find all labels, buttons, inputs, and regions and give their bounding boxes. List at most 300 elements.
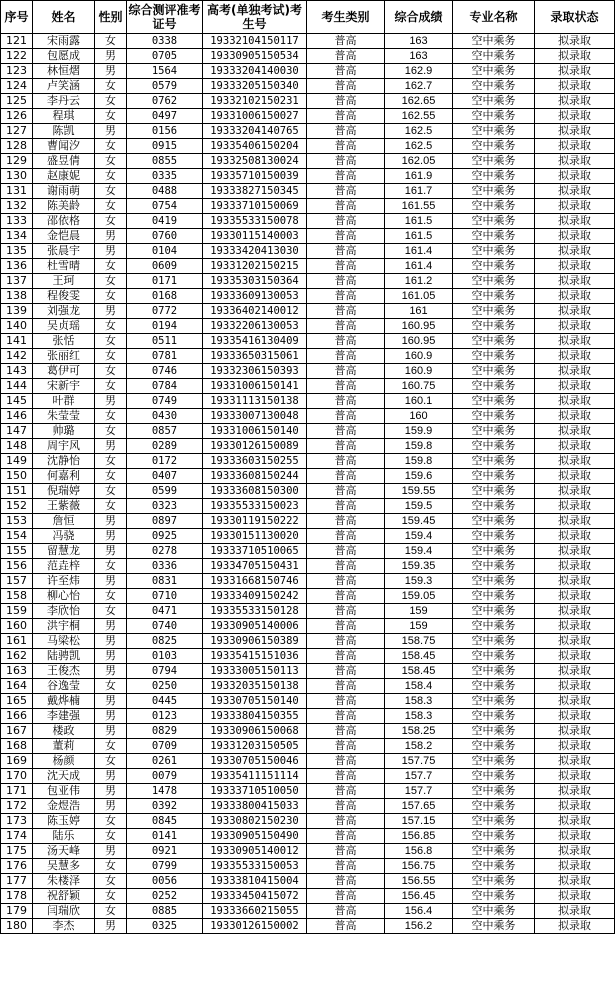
cell-eval-ticket: 0740 [127, 619, 203, 634]
table-row [1, 289, 615, 304]
cell-score: 157.7 [385, 769, 453, 784]
cell-status: 拟录取 [535, 544, 615, 559]
cell-index: 166 [1, 709, 33, 724]
table-row [1, 199, 615, 214]
cell-exam-id: 19332206130053 [203, 319, 307, 334]
cell-major: 空中乘务 [453, 874, 535, 889]
cell-major: 空中乘务 [453, 139, 535, 154]
cell-category: 普高 [307, 499, 385, 514]
cell-exam-id: 19333710150069 [203, 199, 307, 214]
cell-gender: 男 [95, 244, 127, 259]
cell-major: 空中乘务 [453, 124, 535, 139]
cell-gender: 男 [95, 784, 127, 799]
cell-category: 普高 [307, 754, 385, 769]
cell-major: 空中乘务 [453, 49, 535, 64]
table-row [1, 379, 615, 394]
cell-category: 普高 [307, 364, 385, 379]
cell-name: 宋新宇 [33, 379, 95, 394]
cell-score: 160.75 [385, 379, 453, 394]
table-row [1, 679, 615, 694]
cell-score: 159.55 [385, 484, 453, 499]
cell-exam-id: 19331006150027 [203, 109, 307, 124]
cell-score: 159.8 [385, 439, 453, 454]
table-row [1, 904, 615, 919]
cell-major: 空中乘务 [453, 754, 535, 769]
cell-score: 156.4 [385, 904, 453, 919]
cell-exam-id: 19333608150300 [203, 484, 307, 499]
cell-index: 169 [1, 754, 33, 769]
cell-category: 普高 [307, 394, 385, 409]
cell-status: 拟录取 [535, 889, 615, 904]
cell-score: 159.8 [385, 454, 453, 469]
table-row [1, 259, 615, 274]
cell-category: 普高 [307, 379, 385, 394]
cell-exam-id: 19331113150138 [203, 394, 307, 409]
header-row [1, 1, 615, 34]
cell-name: 闫瑞欣 [33, 904, 95, 919]
cell-major: 空中乘务 [453, 829, 535, 844]
cell-name: 谷逸莹 [33, 679, 95, 694]
cell-status: 拟录取 [535, 784, 615, 799]
table-row [1, 739, 615, 754]
cell-eval-ticket: 0252 [127, 889, 203, 904]
cell-index: 139 [1, 304, 33, 319]
cell-exam-id: 19334705150431 [203, 559, 307, 574]
cell-index: 163 [1, 664, 33, 679]
cell-gender: 男 [95, 769, 127, 784]
cell-category: 普高 [307, 514, 385, 529]
cell-index: 151 [1, 484, 33, 499]
cell-index: 123 [1, 64, 33, 79]
cell-gender: 男 [95, 49, 127, 64]
cell-status: 拟录取 [535, 739, 615, 754]
cell-index: 131 [1, 184, 33, 199]
cell-score: 163 [385, 49, 453, 64]
cell-category: 普高 [307, 259, 385, 274]
cell-major: 空中乘务 [453, 484, 535, 499]
cell-eval-ticket: 0772 [127, 304, 203, 319]
cell-eval-ticket: 0104 [127, 244, 203, 259]
cell-index: 170 [1, 769, 33, 784]
cell-major: 空中乘务 [453, 259, 535, 274]
cell-major: 空中乘务 [453, 64, 535, 79]
cell-name: 洪宇桐 [33, 619, 95, 634]
cell-status: 拟录取 [535, 664, 615, 679]
cell-status: 拟录取 [535, 439, 615, 454]
cell-gender: 女 [95, 169, 127, 184]
cell-name: 周宇风 [33, 439, 95, 454]
cell-status: 拟录取 [535, 349, 615, 364]
cell-index: 158 [1, 589, 33, 604]
cell-index: 148 [1, 439, 33, 454]
cell-name: 柳心怡 [33, 589, 95, 604]
cell-gender: 女 [95, 334, 127, 349]
cell-status: 拟录取 [535, 589, 615, 604]
cell-category: 普高 [307, 649, 385, 664]
cell-gender: 女 [95, 484, 127, 499]
cell-gender: 女 [95, 94, 127, 109]
cell-gender: 女 [95, 154, 127, 169]
cell-exam-id: 19331203150505 [203, 739, 307, 754]
cell-name: 李建强 [33, 709, 95, 724]
cell-status: 拟录取 [535, 754, 615, 769]
cell-eval-ticket: 0335 [127, 169, 203, 184]
cell-major: 空中乘务 [453, 409, 535, 424]
cell-score: 161 [385, 304, 453, 319]
cell-exam-id: 19331668150746 [203, 574, 307, 589]
cell-category: 普高 [307, 829, 385, 844]
cell-status: 拟录取 [535, 499, 615, 514]
cell-index: 178 [1, 889, 33, 904]
cell-eval-ticket: 0579 [127, 79, 203, 94]
cell-category: 普高 [307, 589, 385, 604]
cell-exam-id: 19333660215055 [203, 904, 307, 919]
table-row [1, 634, 615, 649]
cell-gender: 男 [95, 634, 127, 649]
cell-gender: 男 [95, 304, 127, 319]
cell-status: 拟录取 [535, 289, 615, 304]
cell-gender: 女 [95, 79, 127, 94]
cell-status: 拟录取 [535, 634, 615, 649]
cell-status: 拟录取 [535, 364, 615, 379]
cell-exam-id: 19333810415004 [203, 874, 307, 889]
cell-name: 朱莹莹 [33, 409, 95, 424]
cell-gender: 男 [95, 664, 127, 679]
cell-major: 空中乘务 [453, 439, 535, 454]
cell-name: 留慧龙 [33, 544, 95, 559]
cell-status: 拟录取 [535, 904, 615, 919]
cell-status: 拟录取 [535, 454, 615, 469]
table-row [1, 499, 615, 514]
cell-eval-ticket: 0471 [127, 604, 203, 619]
table-row [1, 244, 615, 259]
cell-eval-ticket: 0885 [127, 904, 203, 919]
cell-eval-ticket: 0445 [127, 694, 203, 709]
cell-exam-id: 19333409150242 [203, 589, 307, 604]
table-row [1, 754, 615, 769]
cell-gender: 男 [95, 124, 127, 139]
cell-index: 157 [1, 574, 33, 589]
cell-major: 空中乘务 [453, 154, 535, 169]
cell-eval-ticket: 0609 [127, 259, 203, 274]
cell-status: 拟录取 [535, 559, 615, 574]
cell-major: 空中乘务 [453, 199, 535, 214]
cell-gender: 男 [95, 724, 127, 739]
cell-index: 136 [1, 259, 33, 274]
cell-score: 157.15 [385, 814, 453, 829]
cell-category: 普高 [307, 319, 385, 334]
cell-name: 帅璐 [33, 424, 95, 439]
cell-eval-ticket: 0921 [127, 844, 203, 859]
cell-score: 161.55 [385, 199, 453, 214]
cell-index: 143 [1, 364, 33, 379]
cell-major: 空中乘务 [453, 724, 535, 739]
cell-status: 拟录取 [535, 829, 615, 844]
cell-name: 吴贞瑶 [33, 319, 95, 334]
cell-score: 160.9 [385, 364, 453, 379]
cell-gender: 女 [95, 739, 127, 754]
cell-status: 拟录取 [535, 394, 615, 409]
cell-category: 普高 [307, 199, 385, 214]
cell-score: 158.75 [385, 634, 453, 649]
cell-category: 普高 [307, 484, 385, 499]
cell-exam-id: 19333205150340 [203, 79, 307, 94]
cell-category: 普高 [307, 814, 385, 829]
cell-major: 空中乘务 [453, 274, 535, 289]
cell-name: 金恺晨 [33, 229, 95, 244]
cell-eval-ticket: 0754 [127, 199, 203, 214]
table-row [1, 859, 615, 874]
cell-gender: 男 [95, 544, 127, 559]
cell-eval-ticket: 0857 [127, 424, 203, 439]
table-row [1, 544, 615, 559]
cell-major: 空中乘务 [453, 889, 535, 904]
cell-index: 160 [1, 619, 33, 634]
cell-exam-id: 19335533150078 [203, 214, 307, 229]
cell-index: 125 [1, 94, 33, 109]
cell-category: 普高 [307, 349, 385, 364]
cell-status: 拟录取 [535, 139, 615, 154]
cell-eval-ticket: 0497 [127, 109, 203, 124]
cell-major: 空中乘务 [453, 784, 535, 799]
cell-eval-ticket: 0599 [127, 484, 203, 499]
cell-category: 普高 [307, 604, 385, 619]
cell-exam-id: 19332035150138 [203, 679, 307, 694]
cell-name: 詹恒 [33, 514, 95, 529]
cell-score: 159.5 [385, 499, 453, 514]
cell-name: 戴烨楠 [33, 694, 95, 709]
cell-exam-id: 19330906150389 [203, 634, 307, 649]
cell-gender: 男 [95, 64, 127, 79]
table-row [1, 799, 615, 814]
cell-gender: 女 [95, 829, 127, 844]
cell-score: 158.45 [385, 664, 453, 679]
cell-name: 包愿成 [33, 49, 95, 64]
cell-score: 161.4 [385, 259, 453, 274]
cell-eval-ticket: 0079 [127, 769, 203, 784]
cell-gender: 女 [95, 109, 127, 124]
cell-eval-ticket: 0829 [127, 724, 203, 739]
cell-eval-ticket: 0799 [127, 859, 203, 874]
cell-score: 156.2 [385, 919, 453, 934]
table-row [1, 484, 615, 499]
cell-gender: 女 [95, 289, 127, 304]
cell-name: 林恒熠 [33, 64, 95, 79]
cell-gender: 女 [95, 589, 127, 604]
header-status: 录取状态 [535, 1, 615, 34]
cell-status: 拟录取 [535, 319, 615, 334]
cell-score: 161.5 [385, 214, 453, 229]
table-row [1, 829, 615, 844]
cell-index: 180 [1, 919, 33, 934]
cell-index: 145 [1, 394, 33, 409]
cell-name: 楼政 [33, 724, 95, 739]
cell-gender: 女 [95, 889, 127, 904]
cell-status: 拟录取 [535, 379, 615, 394]
cell-exam-id: 19330705150140 [203, 694, 307, 709]
cell-eval-ticket: 0430 [127, 409, 203, 424]
cell-index: 144 [1, 379, 33, 394]
table-row [1, 184, 615, 199]
table-row [1, 649, 615, 664]
cell-exam-id: 19333420413030 [203, 244, 307, 259]
header-exam-id: 高考(单独考试)考生号 [203, 1, 307, 34]
cell-index: 146 [1, 409, 33, 424]
cell-gender: 女 [95, 319, 127, 334]
cell-major: 空中乘务 [453, 664, 535, 679]
cell-status: 拟录取 [535, 124, 615, 139]
cell-major: 空中乘务 [453, 814, 535, 829]
table-row [1, 94, 615, 109]
cell-major: 空中乘务 [453, 679, 535, 694]
cell-status: 拟录取 [535, 229, 615, 244]
table-row [1, 34, 615, 49]
cell-eval-ticket: 0897 [127, 514, 203, 529]
cell-category: 普高 [307, 214, 385, 229]
cell-major: 空中乘务 [453, 919, 535, 934]
cell-gender: 男 [95, 709, 127, 724]
cell-score: 162.5 [385, 139, 453, 154]
cell-name: 程俊雯 [33, 289, 95, 304]
cell-index: 141 [1, 334, 33, 349]
table-row [1, 589, 615, 604]
table-row [1, 79, 615, 94]
cell-status: 拟录取 [535, 409, 615, 424]
cell-name: 叶群 [33, 394, 95, 409]
cell-eval-ticket: 0784 [127, 379, 203, 394]
cell-eval-ticket: 0336 [127, 559, 203, 574]
cell-name: 沈天成 [33, 769, 95, 784]
cell-status: 拟录取 [535, 424, 615, 439]
cell-status: 拟录取 [535, 844, 615, 859]
cell-exam-id: 19333710510065 [203, 544, 307, 559]
table-row [1, 124, 615, 139]
cell-gender: 女 [95, 424, 127, 439]
cell-category: 普高 [307, 799, 385, 814]
cell-exam-id: 19335416130409 [203, 334, 307, 349]
cell-gender: 女 [95, 349, 127, 364]
cell-index: 128 [1, 139, 33, 154]
table-row [1, 574, 615, 589]
cell-exam-id: 19330126150002 [203, 919, 307, 934]
cell-eval-ticket: 0419 [127, 214, 203, 229]
cell-category: 普高 [307, 409, 385, 424]
table-row [1, 604, 615, 619]
cell-major: 空中乘务 [453, 499, 535, 514]
cell-index: 149 [1, 454, 33, 469]
cell-name: 陈凯 [33, 124, 95, 139]
cell-major: 空中乘务 [453, 244, 535, 259]
cell-name: 陆乐 [33, 829, 95, 844]
cell-gender: 女 [95, 199, 127, 214]
cell-score: 156.75 [385, 859, 453, 874]
cell-name: 祝舒颖 [33, 889, 95, 904]
cell-score: 163 [385, 34, 453, 49]
cell-eval-ticket: 0392 [127, 799, 203, 814]
cell-score: 161.2 [385, 274, 453, 289]
cell-category: 普高 [307, 919, 385, 934]
cell-major: 空中乘务 [453, 109, 535, 124]
cell-index: 137 [1, 274, 33, 289]
cell-eval-ticket: 0194 [127, 319, 203, 334]
cell-status: 拟录取 [535, 274, 615, 289]
cell-major: 空中乘务 [453, 469, 535, 484]
table-row [1, 514, 615, 529]
table-row [1, 364, 615, 379]
cell-index: 155 [1, 544, 33, 559]
cell-category: 普高 [307, 274, 385, 289]
cell-category: 普高 [307, 424, 385, 439]
cell-index: 130 [1, 169, 33, 184]
table-row [1, 664, 615, 679]
cell-status: 拟录取 [535, 619, 615, 634]
cell-name: 王俊杰 [33, 664, 95, 679]
cell-score: 156.55 [385, 874, 453, 889]
cell-status: 拟录取 [535, 814, 615, 829]
cell-name: 李杰 [33, 919, 95, 934]
cell-major: 空中乘务 [453, 349, 535, 364]
cell-score: 159.6 [385, 469, 453, 484]
header-gender: 性别 [95, 1, 127, 34]
table-row [1, 319, 615, 334]
cell-category: 普高 [307, 664, 385, 679]
table-row [1, 784, 615, 799]
cell-index: 132 [1, 199, 33, 214]
cell-index: 159 [1, 604, 33, 619]
cell-category: 普高 [307, 844, 385, 859]
cell-exam-id: 19333204140765 [203, 124, 307, 139]
cell-index: 164 [1, 679, 33, 694]
cell-status: 拟录取 [535, 919, 615, 934]
cell-category: 普高 [307, 694, 385, 709]
cell-index: 153 [1, 514, 33, 529]
cell-eval-ticket: 1478 [127, 784, 203, 799]
cell-major: 空中乘务 [453, 424, 535, 439]
cell-status: 拟录取 [535, 214, 615, 229]
cell-eval-ticket: 0250 [127, 679, 203, 694]
table-row [1, 394, 615, 409]
table-row [1, 154, 615, 169]
cell-gender: 男 [95, 649, 127, 664]
cell-score: 162.7 [385, 79, 453, 94]
cell-category: 普高 [307, 874, 385, 889]
cell-eval-ticket: 0760 [127, 229, 203, 244]
cell-score: 158.25 [385, 724, 453, 739]
cell-major: 空中乘务 [453, 94, 535, 109]
cell-index: 150 [1, 469, 33, 484]
cell-name: 杜雪晴 [33, 259, 95, 274]
cell-exam-id: 19335710150039 [203, 169, 307, 184]
table-row [1, 469, 615, 484]
cell-major: 空中乘务 [453, 769, 535, 784]
cell-score: 160.9 [385, 349, 453, 364]
cell-index: 171 [1, 784, 33, 799]
cell-score: 159.4 [385, 544, 453, 559]
cell-eval-ticket: 0749 [127, 394, 203, 409]
cell-name: 陈玉婷 [33, 814, 95, 829]
cell-name: 马梁松 [33, 634, 95, 649]
cell-major: 空中乘务 [453, 649, 535, 664]
table-row [1, 64, 615, 79]
cell-exam-id: 19333710510050 [203, 784, 307, 799]
cell-index: 122 [1, 49, 33, 64]
table-row [1, 229, 615, 244]
cell-category: 普高 [307, 79, 385, 94]
cell-category: 普高 [307, 679, 385, 694]
cell-exam-id: 19330126150089 [203, 439, 307, 454]
cell-category: 普高 [307, 739, 385, 754]
cell-name: 宋雨露 [33, 34, 95, 49]
